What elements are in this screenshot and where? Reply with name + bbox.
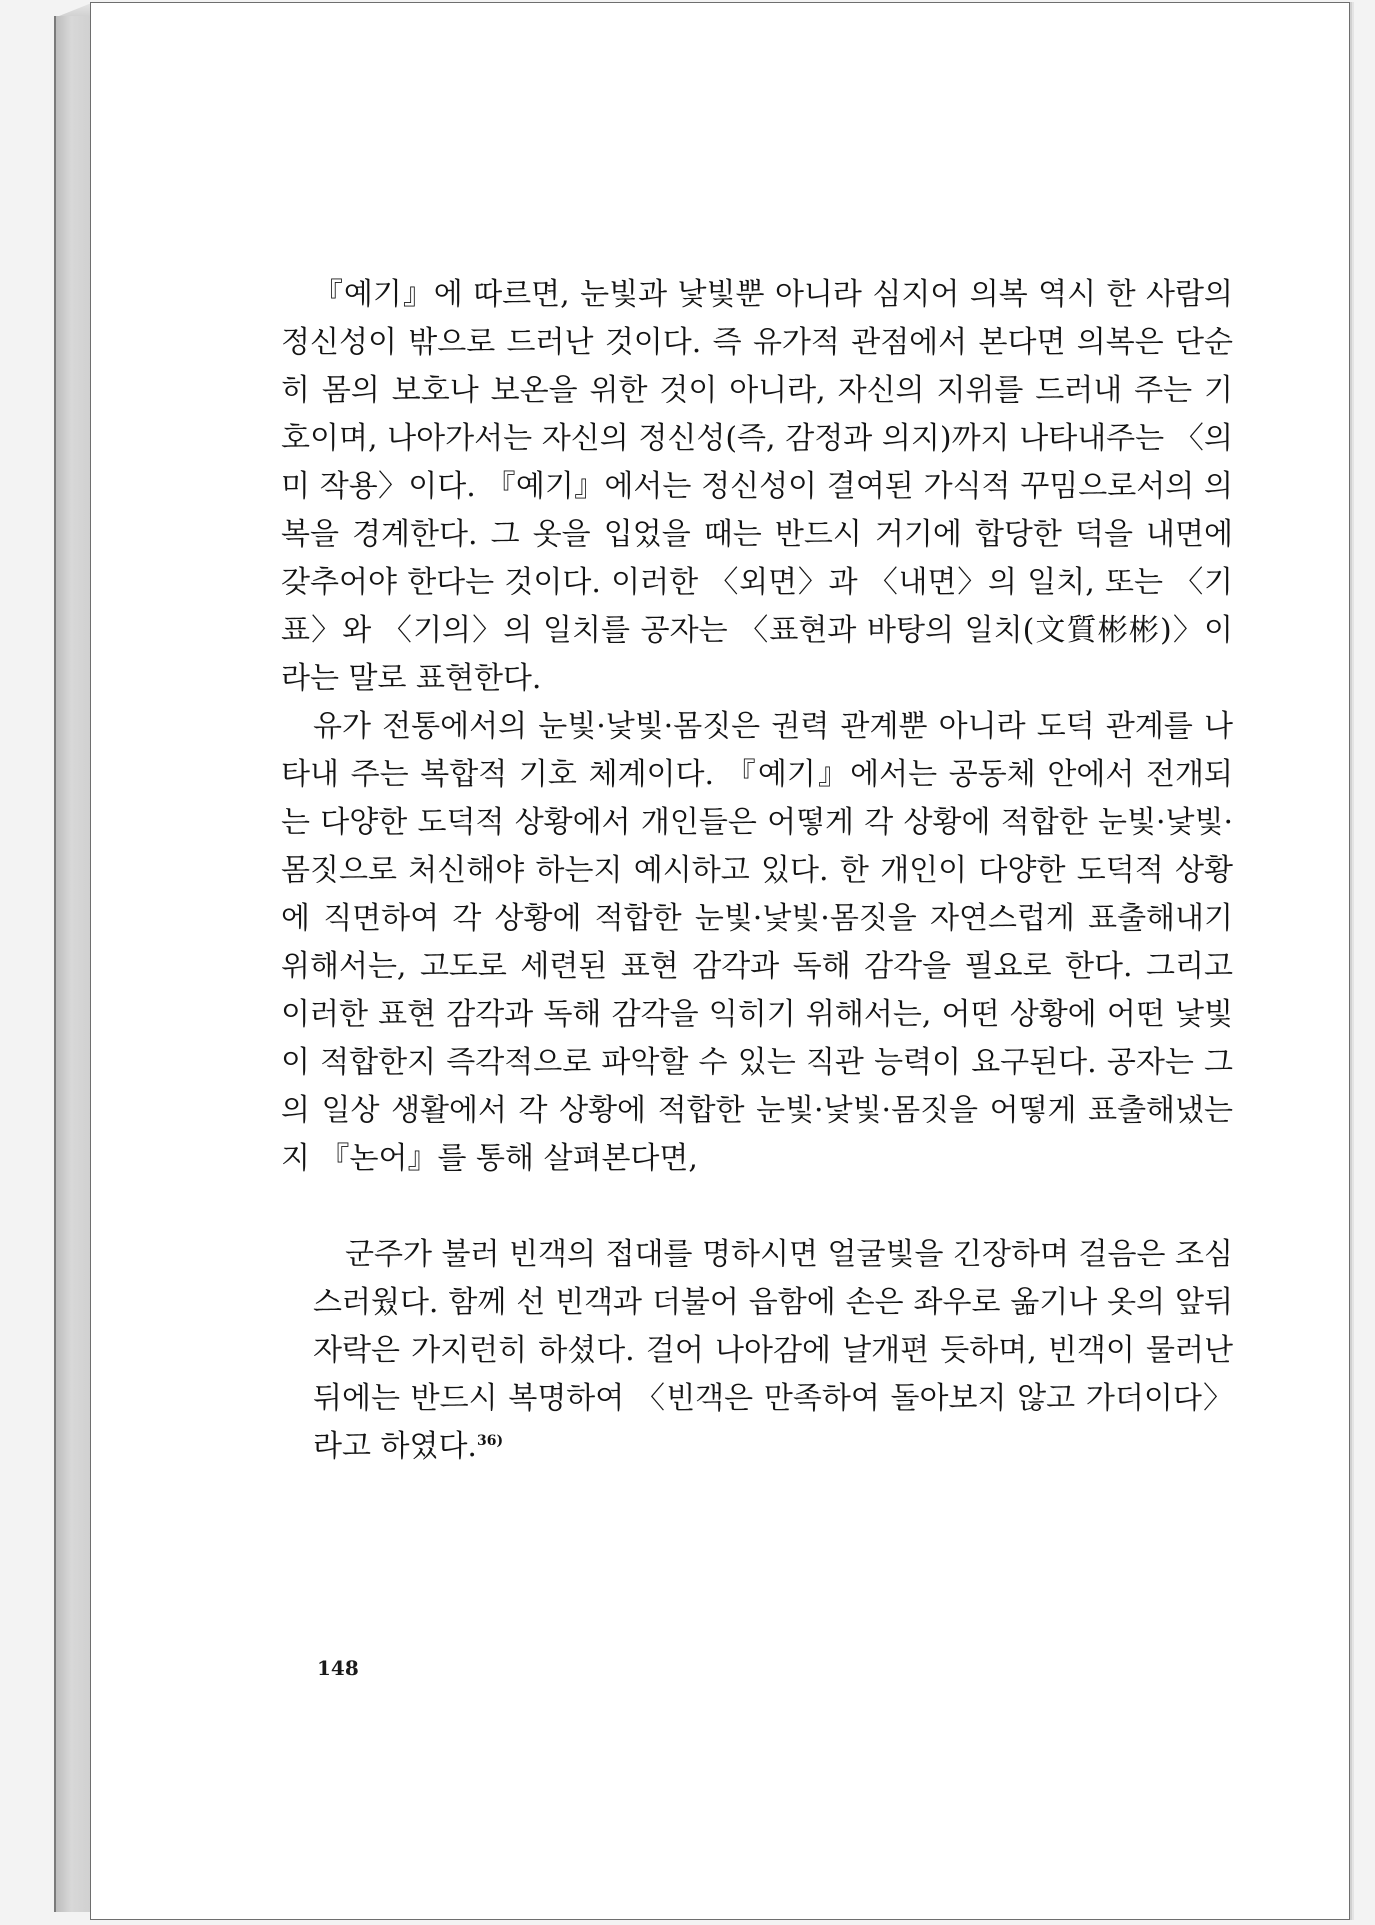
paragraph-1: 『예기』에 따르면, 눈빛과 낯빛뿐 아니라 심지어 의복 역시 한 사람의 정신성이 밖으로 드러난 것이다. 즉 유가적 관점에서 본다면 의복은 단순히 몸의 보호나 보온을 위한 것이 아니라, 자신의 지위를 드러내 주는 기호이며, 나아가서는 자신의 정신성(즉, 감정과 의지)까지 나타내주는 〈의미 작용〉이다. 『예기』에서는 정신성이 결여된 가식적 꾸밈으로서의 의복을 경계한다. 그 옷을 입었을 때는 반드시 거기에 합당한 덕을 내면에 갖추어야 한다는 것이다. 이러한 〈외면〉과 〈내면〉의 일치, 또는 〈기표〉와 〈기의〉의 일치를 공자는 〈표현과 바탕의 일치(文質彬彬)〉이라는 말로 표현한다. — [281, 277, 1233, 696]
body-text — [281, 271, 1233, 1471]
footnote-marker: 36) — [476, 1433, 504, 1449]
book-spine — [54, 16, 94, 1912]
block-quote — [313, 1231, 1233, 1471]
paragraph-2: 유가 전통에서의 눈빛·낯빛·몸짓은 권력 관계뿐 아니라 도덕 관계를 나타내 주는 복합적 기호 체계이다. 『예기』에서는 공동체 안에서 전개되는 다양한 도덕적 상황에서 개인들은 어떻게 각 상황에 적합한 눈빛·낯빛·몸짓으로 처신해야 하는지 예시하고 있다. 한 개인이 다양한 도덕적 상황에 직면하여 각 상황에 적합한 눈빛·낯빛·몸짓을 자연스럽게 표출해내기 위해서는, 고도로 세련된 표현 감각과 독해 감각을 필요로 한다. 그리고 이러한 표현 감각과 독해 감각을 익히기 위해서는, 어떤 상황에 어떤 낯빛이 적합한지 즉각적으로 파악할 수 있는 직관 능력이 요구된다. 공자는 그의 일상 생활에서 각 상황에 적합한 눈빛·낯빛·몸짓을 어떻게 표출해냈는지 『논어』를 통해 살펴본다면, — [281, 709, 1233, 1176]
quote-text: 군주가 불러 빈객의 접대를 명하시면 얼굴빛을 긴장하며 걸음은 조심스러웠다. 함께 선 빈객과 더불어 읍함에 손은 좌우로 옮기나 옷의 앞뒤 자락은 가지런히 하셨다. 걸어 나아감에 날개편 듯하며, 빈객이 물러난 뒤에는 반드시 복명하여 〈빈객은 만족하여 돌아보지 않고 가더이다〉라고 하였다. — [313, 1237, 1233, 1464]
page-number: 148 — [317, 1656, 359, 1680]
book-page — [90, 2, 1350, 1920]
book — [54, 2, 1350, 1920]
